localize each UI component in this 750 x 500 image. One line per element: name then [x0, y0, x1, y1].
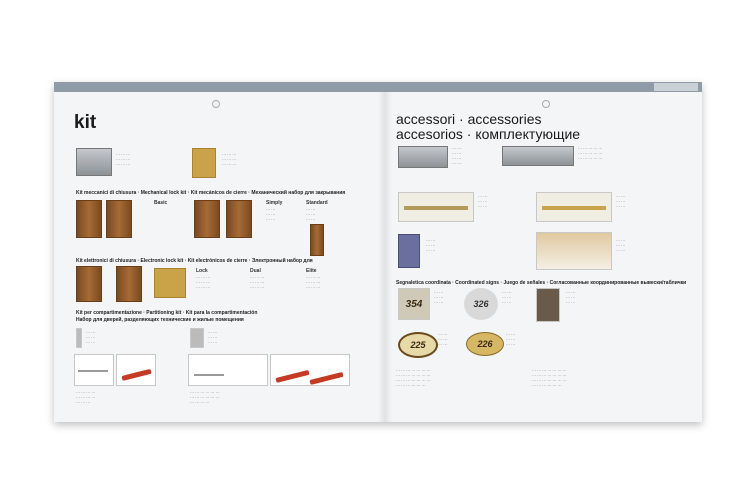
sign-caption-1: ··· ··· ··· ··· ··· ··· [434, 290, 444, 305]
sign-image-door [536, 288, 560, 322]
closer-image-3 [188, 354, 268, 386]
brochure-spread [54, 82, 702, 422]
sign-caption-2: ··· ··· ··· ··· ··· ··· [502, 290, 512, 305]
plaque-number-354: 354 [405, 298, 423, 310]
closer-arm-2 [194, 374, 224, 376]
plaque-number-225: 225 [398, 332, 438, 358]
card-reader-image [154, 268, 186, 298]
body-text-right: ··· ··· ··· ··· ··· ··· ··· ··· ··· ··· ··· ··· ··· ··· ··· ··· ··· ··· ··· ··· ··· ··· ··· ··· ··· ··· ··· [532, 368, 567, 388]
door-profile-image-2 [190, 328, 204, 348]
page-marker-right [542, 100, 550, 108]
brand-mark [654, 83, 698, 91]
body-text-left: ··· ··· ··· ··· ··· ··· ··· ··· ··· ··· ··· ··· ··· ··· ··· ··· ··· ··· ··· ··· ··· ··· ··· ··· ··· ··· ··· [396, 368, 431, 388]
closer-caption-1: ··· ··· ··· ··· ··· ··· ··· ··· ··· ··· ··· [76, 390, 96, 405]
title-line-2: accesorios · комплектующие [396, 126, 581, 142]
plaque-number-326: 326 [464, 288, 498, 320]
plaque-number-226: 226 [466, 332, 504, 356]
slide-rail-caption: ··· ··· ··· ··· ··· ··· ··· ··· ··· ··· ··· ··· ··· ··· ··· [578, 146, 603, 161]
slide-rail-image [502, 146, 574, 166]
lock-body-image [76, 148, 112, 176]
partition-caption-1: ··· ··· ··· ··· ··· ··· [86, 330, 96, 345]
section-partitioning-kit-ru: Набор для дверей, разделяющих технические и жилые помещения [76, 317, 244, 323]
door-profile-image-1 [76, 328, 82, 348]
sign-caption-4: ··· ··· ··· ··· ··· ··· [438, 332, 448, 347]
electronic-handle-image-2 [116, 266, 142, 302]
page-marker-left [212, 100, 220, 108]
bar-handle-caption-1: ··· ··· ··· ··· ··· ··· [478, 194, 488, 209]
sign-caption-5: ··· ··· ··· ··· ··· ··· [506, 332, 516, 347]
lock-caption: ··· ··· ··· ··· ··· ··· ··· ··· ··· [196, 275, 211, 290]
keycard-reader-image [398, 234, 420, 268]
bar-handle-1 [404, 206, 468, 210]
section-coordinated-signs: Segnaletica coordinata · Coordinated signs · Juego de señales · Согласованные координированные вывески/таблички [396, 280, 687, 286]
kit-label-standard: Standard [306, 200, 328, 206]
door-closer-image [398, 146, 448, 168]
kit-label-lock: Lock [196, 268, 208, 274]
elite-caption: ··· ··· ··· ··· ··· ··· ··· ··· ··· [306, 275, 321, 290]
section-electronic-kit: Kit elettronici di chiusura · Electronic lock kit · Kit electrónicos de cierre · Электронный набор для [76, 258, 313, 264]
product-caption-1: ··· ··· ··· ··· ··· ··· ··· ··· ··· [116, 152, 131, 167]
door-handle-image-5 [310, 224, 324, 256]
hinge-image [192, 148, 216, 178]
sign-caption-3: ··· ··· ··· ··· ··· ··· [566, 290, 576, 305]
bar-handle-caption-2: ··· ··· ··· ··· ··· ··· [616, 194, 626, 209]
top-bar [54, 82, 702, 92]
section-partitioning-kit: Kit per compartimentazione · Partitioning kit · Kit para la compartimentación [76, 310, 258, 316]
section-mechanical-kit: Kit meccanici di chiusura · Mechanical lock kit · Kit mecánicos de cierre · Механический набор для закрывания [76, 190, 346, 196]
bar-handle-2 [542, 206, 606, 210]
title-line-1: accessori · accessories [396, 111, 542, 127]
panel-image [536, 232, 612, 270]
closer-caption-2: ··· ··· ··· ··· ··· ··· ··· ··· ··· ··· ··· ··· ··· ··· ··· ··· [190, 390, 220, 405]
page-title-accessories [396, 112, 580, 142]
product-caption-2: ··· ··· ··· ··· ··· ··· ··· ··· ··· [222, 152, 237, 167]
standard-caption: ··· ··· ··· ··· ··· ··· [306, 207, 316, 222]
door-handle-image-1 [76, 200, 102, 238]
closer-arm-1 [78, 370, 108, 372]
door-closer-caption: ··· ··· ··· ··· ··· ··· ··· ··· [452, 146, 462, 166]
electronic-handle-image-1 [76, 266, 102, 302]
kit-label-elite: Elite [306, 268, 317, 274]
spine-fold [378, 92, 392, 422]
door-handle-image-2 [106, 200, 132, 238]
panel-caption: ··· ··· ··· ··· ··· ··· [616, 238, 626, 253]
door-handle-image-4 [226, 200, 252, 238]
door-handle-image-3 [194, 200, 220, 238]
keycard-reader-caption: ··· ··· ··· ··· ··· ··· [426, 238, 436, 253]
kit-label-simply: Simply [266, 200, 283, 206]
page-title-kit: kit [74, 112, 97, 133]
kit-label-basic: Basic [154, 200, 168, 206]
kit-label-dual: Dual [250, 268, 261, 274]
simply-caption: ··· ··· ··· ··· ··· ··· [266, 207, 276, 222]
partition-caption-2: ··· ··· ··· ··· ··· ··· [208, 330, 218, 345]
dual-caption: ··· ··· ··· ··· ··· ··· ··· ··· ··· [250, 275, 265, 290]
